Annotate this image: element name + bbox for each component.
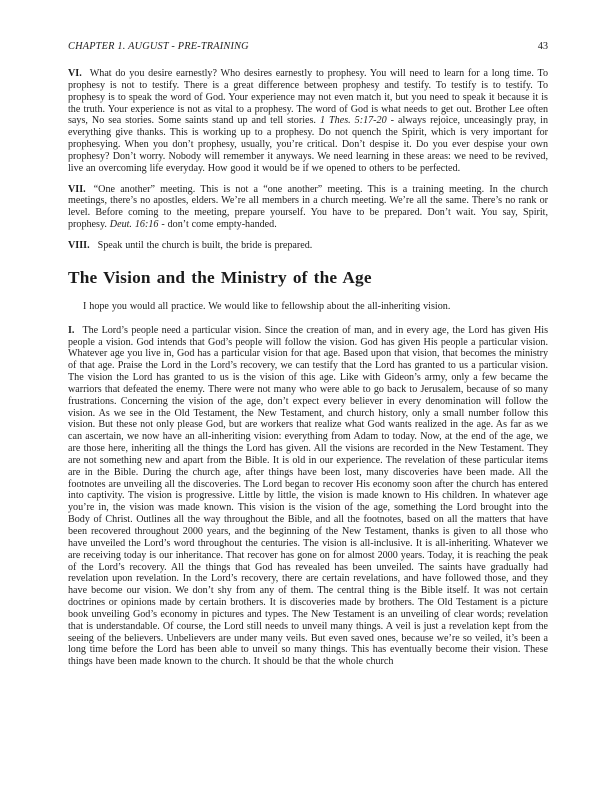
text-run: I hope you would all practice. We would like to fellowship about the all-inheriting vision.	[83, 300, 451, 312]
paragraph-i	[68, 325, 548, 668]
running-header	[68, 41, 548, 53]
text-run: The Lord’s people need a particular vision. Since the creation of man, and in every age, the Lord has given His people a vision. God intends that God’s people will follow the vision. God has given His people a particular vision. Whatever age you live in, God has a particular vision for that age. Based upon that vision, that becomes the ministry of that age. Praise the Lord in the Lord’s recovery, we can testify that the Lord has granted to us a particular vision. The vision the Lord has granted to us is the vision of this age. Like with Gideon’s army, only a few became the warriors that defeated the enemy. There were not many who were able to go back to Jerusalem, because of so many frustrations. Concerning the vision of the age, don’t expect every believer in every denomination will follow the vision. As we see in the Old Testament, the New Testament, and church history, only a small number follow this vision. But these not only please God, but are workers that realize what God wants realized in the age. As far as we can ascertain, we now have an all-inheriting vision: everything from Adam to today. Now, at the end of the age, we are those here, inheriting all the things the Lord has given. All the visions are recorded in the New Testament. They are not something new and apart from the Bible. It is old in our experience. The revelation of these particular items are in the Bible. During the church age, after things have been lost, many discoveries have been made. All the footnotes are unveiling all the discoveries. The Lord began to recover His economy soon after the church has entered into captivity. The vision is progressive. Little by little, the vision is made known to His children. In whatever age you’re in, the vision was made known. This vision is the vision of the age, something the Lord brought into the Body of Christ. Outlines all the way throughout the Bible, and all the footnotes, based on all the matters that have been recovered throughout 2000 years, and the beginning of the New Testament, thanks is given to all those who have unveiled the Lord’s word throughout the centuries. The vision is all-inclusive. It is all-inheriting. Whatever we are receiving today is our inheritance. That recover has gone on for almost 2000 years. Today, it is reaching the peak of the Lord’s recovery. All the things that God has revealed has been unveiled. The saints have gradually had revelation upon revelation. In the Lord’s recovery, there are certain revelations, and have followed those, and they have become our vision. We don’t shy from any of them. The central thing is the Bible itself. It was not certain doctrines or opinions made by certain brothers. It is discoveries made by brothers. The Old Testament is a picture book unveiling God’s economy in pictures and types. The New Testament is an unveiling of clear words; revelation that is understandable. Of course, the Lord still needs to unveil many things. A veil is just a revelation kept from the seeing of the believers. Unbelievers are under many veils. But even saved ones, because we’re so veiled, it’s been a long time before the Lord has been able to unveil so many things. This has eventually become their vision. These things have been made known to the church. It should be that the whole church	[68, 324, 548, 668]
paragraph-label: I.	[68, 324, 75, 336]
page-number: 43	[537, 41, 548, 52]
text-run: - always rejoice, unceasingly pray, in everything give thanks. This is working up to a prophesy. Do not quench the Spirit, which is very important for prophesying. When you don’t prophesy, usually, you’re critical. Don’t despise it. Do you ever despise your own prophesy? Don’t worry. Nobody will remember it anyways. We need learning in these areas: we need to be revived, live an overcoming life everyday. How good it would be if we opened to others to be perfected.	[68, 115, 548, 174]
chapter-running-head: CHAPTER 1. AUGUST - PRE-TRAINING	[68, 41, 249, 52]
text-run: - don’t come empty-handed.	[158, 219, 277, 231]
paragraph-viii	[68, 240, 548, 252]
scripture-reference: Deut. 16:16	[109, 219, 159, 231]
text-run: What do you desire earnestly? Who desires earnestly to prophesy. You will need to learn for a long time. To prophesy is not to testify. There is a great difference between prophesy and testify. To testify is to testify. To prophesy is to speak the word of God. Your experience may not even match it, but you need to speak it because it is the truth. Your experience is not as vital to a prophesy. The word of God is what needs to get out. Brother Lee often says, No sea stories. Some saints stand up and tell stories.	[68, 68, 548, 127]
text-run: Speak until the church is built, the bride is prepared.	[97, 239, 313, 251]
paragraph-vi	[68, 68, 548, 175]
scripture-reference: 1 Thes. 5:17-20	[319, 115, 387, 127]
paragraph-label: VII.	[68, 183, 86, 195]
paragraph-vii	[68, 184, 548, 231]
text-run: “One another” meeting. This is not a “one another” meeting. This is a training meeting. In the church meetings, there’s no apostles, elders. We’re all members in a church meeting. We’re all the same. There’s no rank or level. Before coming to the meeting, prepare yourself. You have to be prepared. Don’t wait. You say, Spirit, prophesy.	[68, 183, 548, 231]
intro-paragraph	[68, 301, 548, 313]
paragraph-label: VI.	[68, 68, 82, 79]
section-title: The Vision and the Ministry of the Age	[68, 267, 372, 287]
page-body	[68, 68, 548, 677]
paragraph-label: VIII.	[68, 239, 90, 251]
